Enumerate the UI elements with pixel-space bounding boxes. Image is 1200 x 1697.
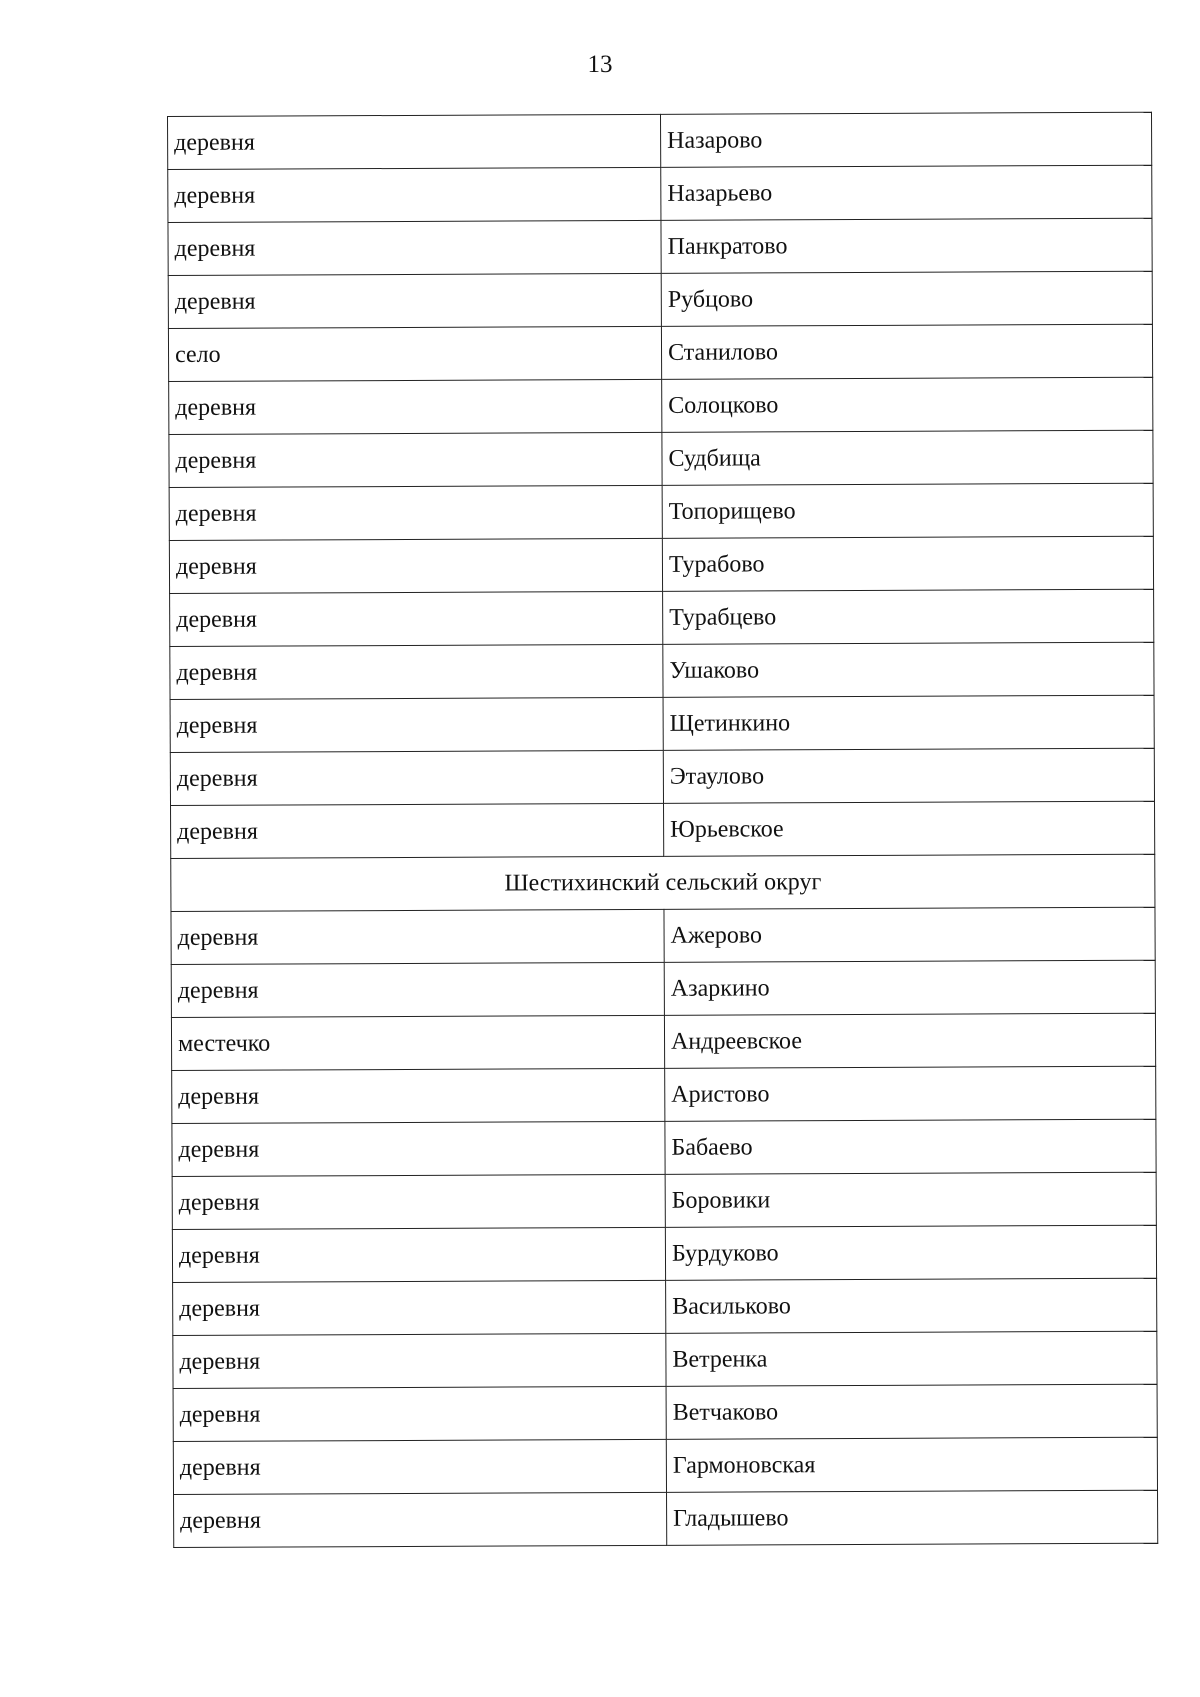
table-row (174, 1490, 1158, 1547)
settlement-type-cell: село (168, 326, 661, 381)
settlement-name-cell: Рубцово (661, 271, 1152, 326)
table-row (170, 642, 1154, 699)
settlement-name-cell: Ветчаково (666, 1384, 1157, 1439)
settlement-type-cell: деревня (168, 273, 661, 328)
settlement-type-cell: деревня (168, 114, 661, 169)
table-row (172, 1172, 1156, 1229)
page-number: 13 (587, 51, 613, 78)
settlement-type-cell: деревня (173, 1439, 666, 1494)
settlement-name-cell: Ушаково (663, 642, 1154, 697)
table-row (170, 589, 1154, 646)
settlement-name-cell: Гладышево (667, 1490, 1158, 1545)
table-row (173, 1384, 1157, 1441)
table-row (172, 1066, 1156, 1123)
settlement-type-cell: деревня (172, 1121, 665, 1176)
section-heading-row (171, 854, 1155, 911)
settlement-name-cell: Бабаево (665, 1119, 1156, 1174)
settlement-name-cell: Панкратово (661, 218, 1152, 273)
settlement-type-cell: деревня (168, 167, 661, 222)
settlement-type-cell: деревня (171, 962, 664, 1017)
settlement-name-cell: Боровики (665, 1172, 1156, 1227)
settlement-type-cell: деревня (170, 591, 663, 646)
table-row (169, 430, 1153, 487)
settlement-name-cell: Ветренка (666, 1331, 1157, 1386)
table-row (168, 271, 1152, 328)
settlement-name-cell: Васильково (666, 1278, 1157, 1333)
settlement-name-cell: Турабово (662, 536, 1153, 591)
table-row (169, 536, 1153, 593)
settlement-type-cell: местечко (171, 1015, 664, 1070)
settlement-type-cell: деревня (168, 220, 661, 275)
settlement-type-cell: деревня (170, 750, 663, 805)
table-row (170, 748, 1154, 805)
table-body (168, 112, 1158, 1547)
table-row (172, 1119, 1156, 1176)
settlement-name-cell: Станилово (661, 324, 1152, 379)
settlement-name-cell: Судбища (662, 430, 1153, 485)
settlement-type-cell: деревня (173, 1386, 666, 1441)
settlement-type-cell: деревня (169, 538, 662, 593)
table-row (169, 483, 1153, 540)
table-row (169, 377, 1153, 434)
settlement-name-cell: Назарово (660, 112, 1151, 167)
table-row (168, 218, 1152, 275)
settlement-type-cell: деревня (172, 1227, 665, 1282)
settlements-table (167, 112, 1158, 1548)
settlement-type-cell: деревня (172, 1068, 665, 1123)
settlement-name-cell: Гармоновская (666, 1437, 1157, 1492)
table-row (173, 1331, 1157, 1388)
table-row (171, 907, 1155, 964)
table-row (170, 695, 1154, 752)
settlement-type-cell: деревня (170, 697, 663, 752)
settlement-type-cell: деревня (173, 1280, 666, 1335)
settlement-type-cell: деревня (173, 1333, 666, 1388)
settlement-name-cell: Бурдуково (665, 1225, 1156, 1280)
settlement-name-cell: Назарьево (661, 165, 1152, 220)
settlement-type-cell: деревня (170, 644, 663, 699)
settlement-name-cell: Аристово (665, 1066, 1156, 1121)
settlement-type-cell: деревня (169, 485, 662, 540)
settlement-name-cell: Азаркино (664, 960, 1155, 1015)
table-row (171, 1013, 1155, 1070)
settlement-type-cell: деревня (169, 379, 662, 434)
settlement-name-cell: Этаулово (663, 748, 1154, 803)
settlement-name-cell: Ажерово (664, 907, 1155, 962)
table-row (168, 165, 1152, 222)
settlement-type-cell: деревня (171, 803, 664, 858)
table-row (173, 1437, 1157, 1494)
table-row (168, 324, 1152, 381)
settlement-type-cell: деревня (169, 432, 662, 487)
settlement-name-cell: Турабцево (663, 589, 1154, 644)
settlement-name-cell: Топорищево (662, 483, 1153, 538)
settlement-type-cell: деревня (174, 1492, 667, 1547)
table-row (173, 1278, 1157, 1335)
settlement-name-cell: Юрьевское (664, 801, 1155, 856)
table-row (171, 801, 1155, 858)
settlement-type-cell: деревня (171, 909, 664, 964)
section-heading: Шестихинский сельский округ (171, 854, 1155, 911)
settlement-name-cell: Солоцково (662, 377, 1153, 432)
table-row (168, 112, 1152, 169)
settlement-type-cell: деревня (172, 1174, 665, 1229)
settlement-name-cell: Щетинкино (663, 695, 1154, 750)
table-row (171, 960, 1155, 1017)
settlement-name-cell: Андреевское (664, 1013, 1155, 1068)
table-row (172, 1225, 1156, 1282)
